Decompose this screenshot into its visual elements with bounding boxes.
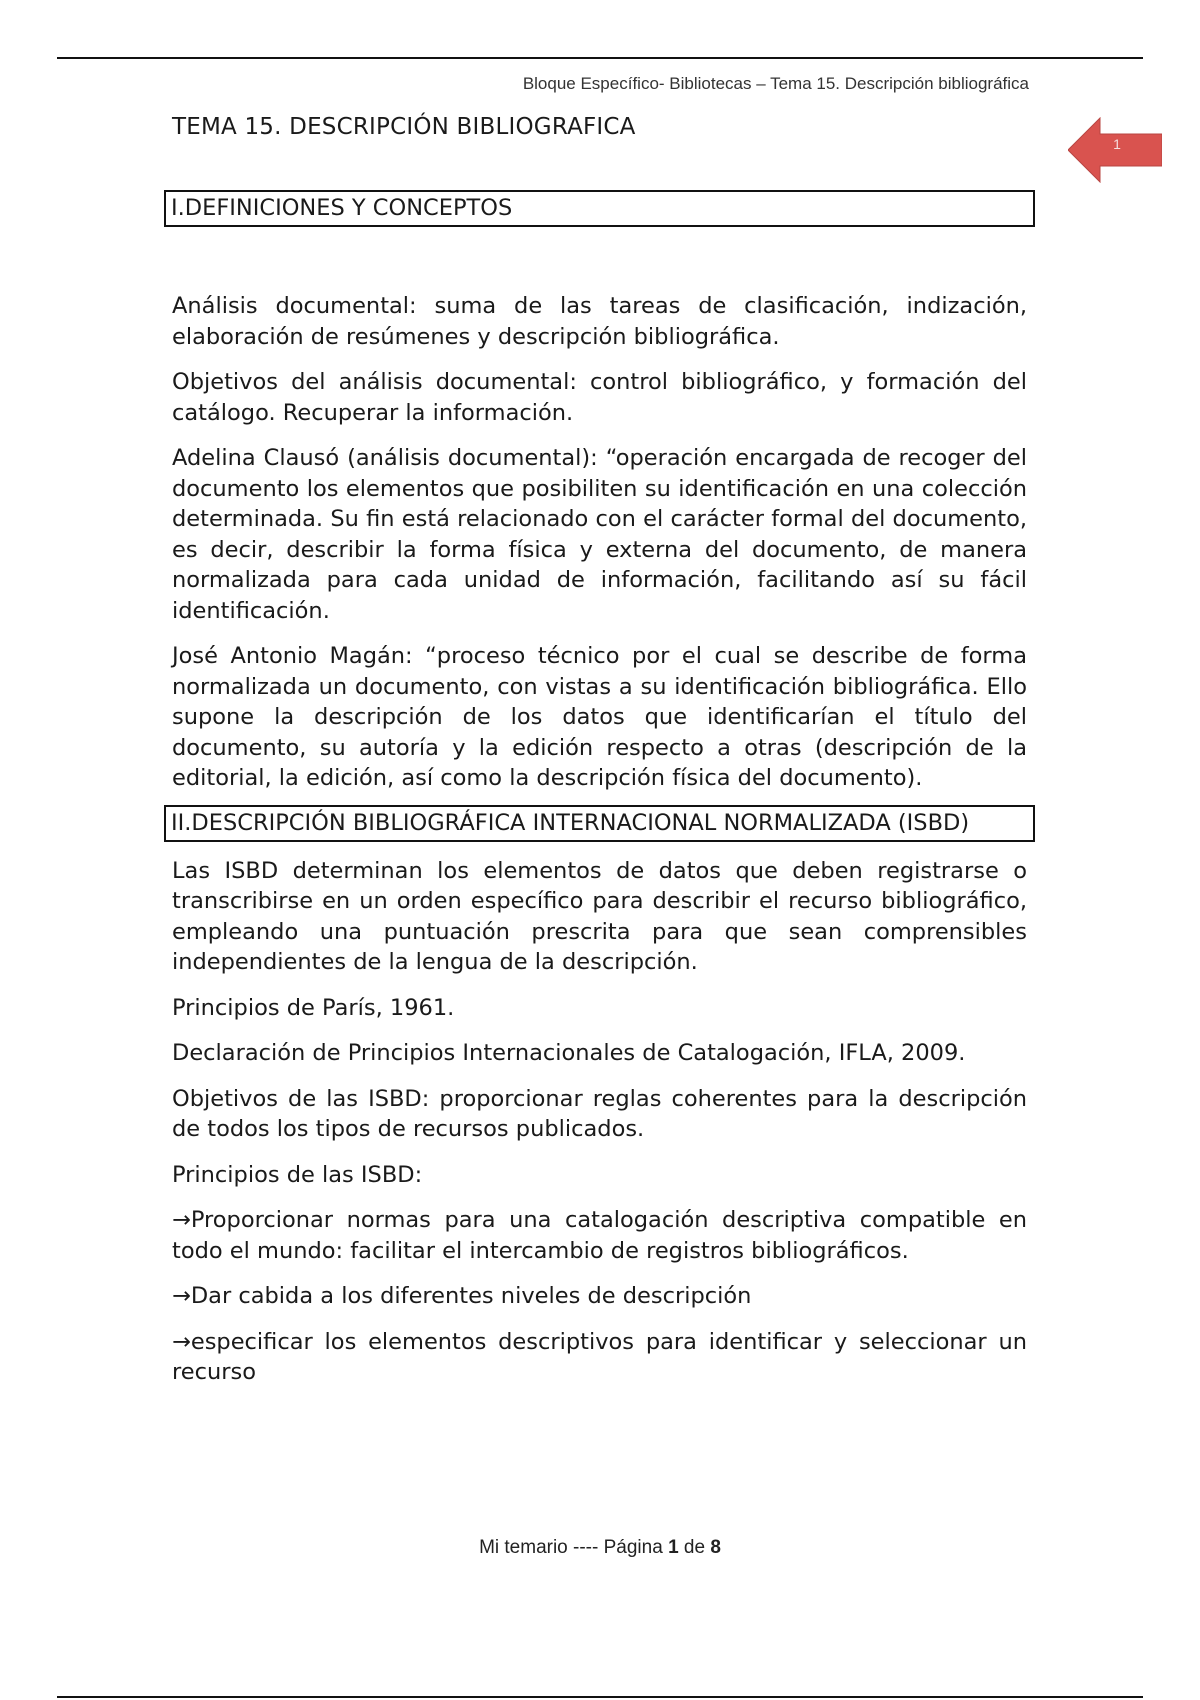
paragraph: Las ISBD determinan los elementos de datos que deben registrarse o transcribirse en un orden específico para describir el recurso bibliográfico, empleando una puntuación prescrita para que sean comprensibles independientes de la lengua de la descripción. (172, 857, 1027, 975)
page-footer (0, 1537, 1200, 1559)
footer-prefix: Mi temario ---- Página (479, 1537, 663, 1558)
paragraph: Objetivos de las ISBD: proporcionar reglas coherentes para la descripción de todos los tipos de recursos publicados. (172, 1085, 1027, 1142)
paragraph: José Antonio Magán: “proceso técnico por el cual se describe de forma normalizada un documento, con vistas a su identificación bibliográfica. Ello supone la descripción de los datos que identificarían el título del documento, su autoría y la edición respecto a otras (descripción de la editorial, la edición, así como la descripción física del documento). (172, 643, 1027, 791)
footer-of-label: de (683, 1537, 706, 1558)
document-body (172, 114, 1027, 1403)
footer-total-pages: 8 (710, 1537, 721, 1558)
section-heading-definiciones: I.DEFINICIONES Y CONCEPTOS (164, 190, 1035, 227)
paragraph: Adelina Clausó (análisis documental): “operación encargada de recoger del documento los elementos que posibiliten su identificación en una colección determinada. Su fin está relacionado con el carácter formal del documento, es decir, describir la forma física y externa del documento, de manera normalizada para cada unidad de información, facilitando así su fácil identificación. (172, 445, 1027, 624)
header-rule (57, 57, 1143, 59)
footer-current-page: 1 (668, 1537, 679, 1558)
section-heading-isbd: II.DESCRIPCIÓN BIBLIOGRÁFICA INTERNACIONAL NORMALIZADA (ISBD) (164, 805, 1035, 842)
paragraph: Análisis documental: suma de las tareas de clasificación, indización, elaboración de resúmenes y descripción bibliográfica. (172, 293, 1027, 350)
running-header: Bloque Específico- Bibliotecas – Tema 15. Descripción bibliográfica (522, 74, 1029, 93)
list-item: →especificar los elementos descriptivos para identificar y seleccionar un recurso (172, 1328, 1027, 1385)
list-item: →Proporcionar normas para una catalogación descriptiva compatible en todo el mundo: facilitar el intercambio de registros bibliográficos. (172, 1207, 1027, 1264)
paragraph: Principios de las ISBD: (172, 1161, 423, 1188)
list-item: →Dar cabida a los diferentes niveles de descripción (172, 1283, 752, 1309)
paragraph: Principios de París, 1961. (172, 994, 455, 1021)
paragraph: Declaración de Principios Internacionales de Catalogación, IFLA, 2009. (172, 1040, 966, 1066)
document-title: TEMA 15. DESCRIPCIÓN BIBLIOGRAFICA (172, 114, 636, 140)
page-marker-number: 1 (1113, 136, 1121, 152)
paragraph: Objetivos del análisis documental: control bibliográfico, y formación del catálogo. Recuperar la información. (172, 369, 1027, 426)
footer-rule (57, 1696, 1143, 1698)
page-marker-arrow-icon (1068, 117, 1162, 183)
